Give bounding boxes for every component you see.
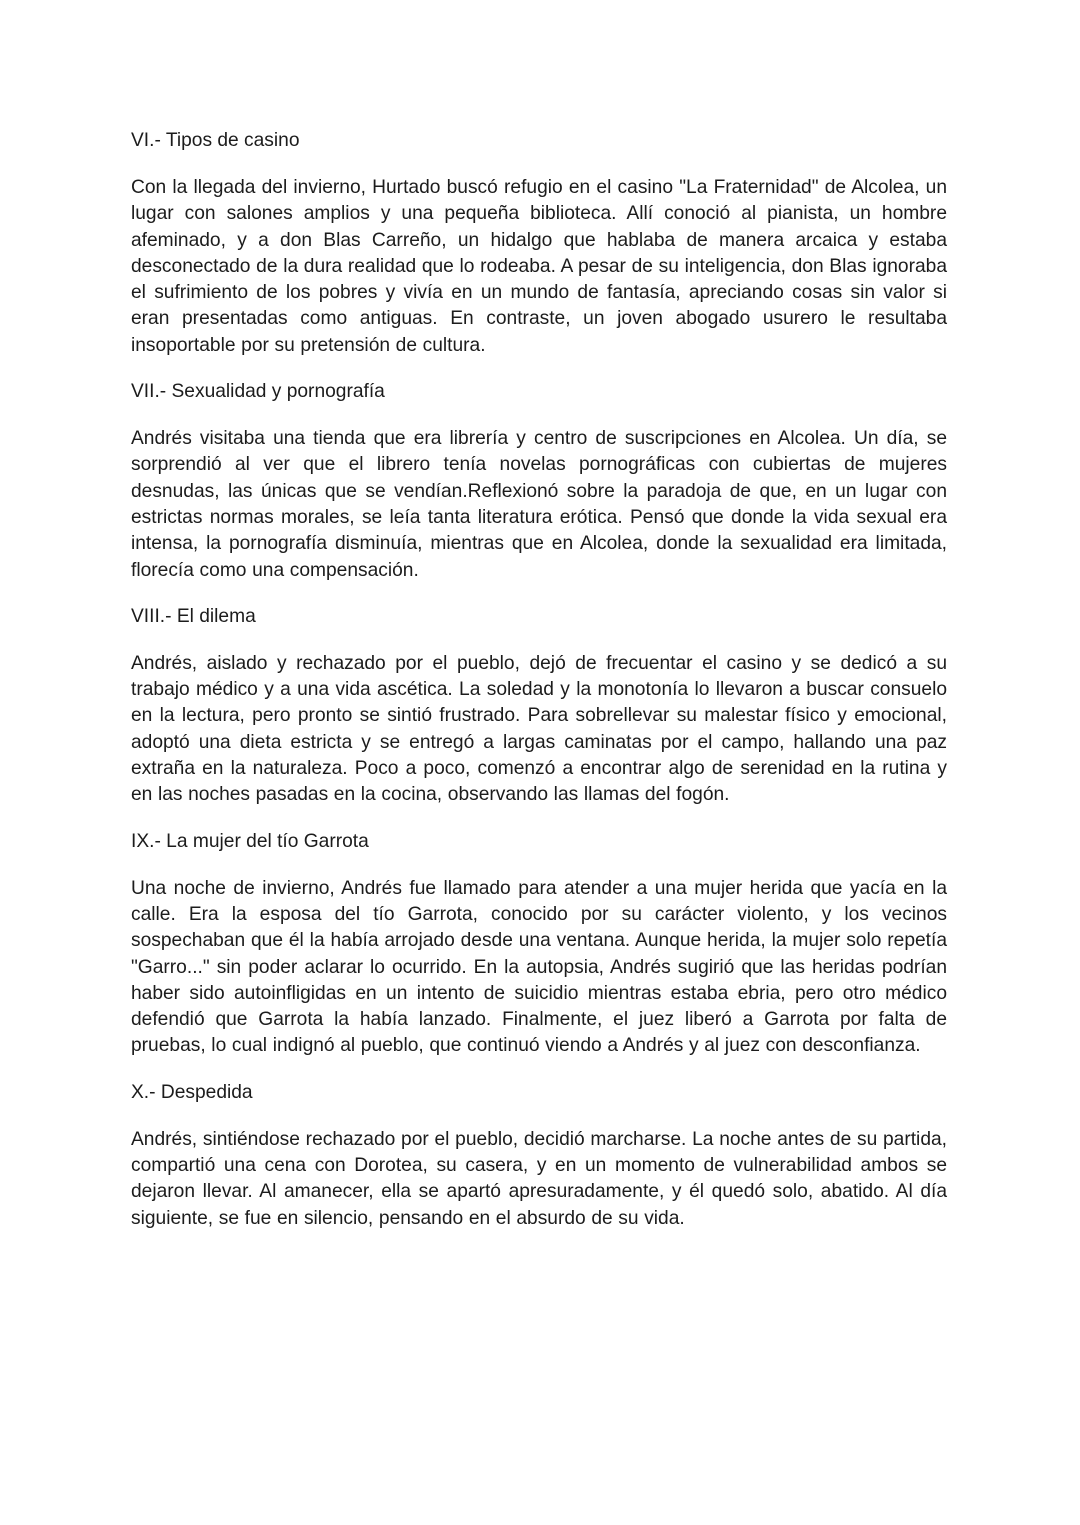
section-heading: VI.- Tipos de casino [131,130,300,151]
section-el-dilema [131,604,947,809]
section-la-mujer-del-tio-garrota [131,829,947,1060]
section-tipos-de-casino [131,128,947,359]
section-heading: X.- Despedida [131,1081,253,1103]
section-paragraph: Andrés visitaba una tienda que era librería y centro de suscripciones en Alcolea. Un día, se sorprendió al ver que el librero tenía novelas pornográficas con cubiertas de mujeres desnudas, las únicas que se vendían.Reflexionó sobre la paradoja de que, en un lugar con estrictas normas morales, se leía tanta literatura erótica. Pensó que donde la vida sexual era intensa, la pornografía disminuía, mientras que en Alcolea, donde la sexualidad era limitada, florecía como una compensación. [131,428,947,581]
section-heading: VII.- Sexualidad y pornografía [131,381,385,403]
document-page [131,128,947,1252]
section-paragraph: Una noche de invierno, Andrés fue llamado para atender a una mujer herida que yacía en la calle. Era la esposa del tío Garrota, conocido por su carácter violento, y los vecinos sospechaban que él la había arrojado desde una ventana. Aunque herida, la mujer solo repetía "Garro..." sin poder aclarar lo ocurrido. En la autopsia, Andrés sugirió que las heridas podrían haber sido autoinfligidas en un intento de suicidio mientras estaba ebria, pero otro médico defendió que Garrota la había lanzado. Finalmente, el juez liberó a Garrota por falta de pruebas, lo cual indignó al pueblo, que continuó viendo a Andrés y al juez con desconfianza. [131,877,947,1057]
section-heading: VIII.- El dilema [131,605,256,627]
section-paragraph: Con la llegada del invierno, Hurtado buscó refugio en el casino "La Fraternidad" de Alcolea, un lugar con salones amplios y una pequeña biblioteca. Allí conoció al pianista, un hombre afeminado, y a don Blas Carreño, un hidalgo que hablaba de manera arcaica y estaba desconectado de la dura realidad que lo rodeaba. A pesar de su inteligencia, don Blas ignoraba el sufrimiento de los pobres y vivía en un mundo de fantasía, apreciando cosas sin valor si eran presentadas como antiguas. En contraste, un joven abogado usurero le resultaba insoportable por su pretensión de cultura. [131,177,947,356]
section-heading: IX.- La mujer del tío Garrota [131,830,369,852]
section-paragraph: Andrés, aislado y rechazado por el pueblo, dejó de frecuentar el casino y se dedicó a su trabajo médico y a una vida ascética. La soledad y la monotonía lo llevaron a buscar consuelo en la lectura, pero pronto se sintió frustrado. Para sobrellevar su malestar físico y emocional, adoptó una dieta estricta y se entregó a largas caminatas por el campo, hallando una paz extraña en la naturaleza. Poco a poco, comenzó a encontrar algo de serenidad en la rutina y en las noches pasadas en la cocina, observando las llamas del fogón. [131,652,947,806]
section-sexualidad-y-pornografia [131,379,947,584]
section-paragraph: Andrés, sintiéndose rechazado por el pueblo, decidió marcharse. La noche antes de su partida, compartió una cena con Dorotea, su casera, y en un momento de vulnerabilidad ambos se dejaron llevar. Al amanecer, ella se apartó apresuradamente, y él quedó solo, abatido. Al día siguiente, se fue en silencio, pensando en el absurdo de su vida. [131,1128,947,1229]
section-despedida [131,1080,947,1232]
